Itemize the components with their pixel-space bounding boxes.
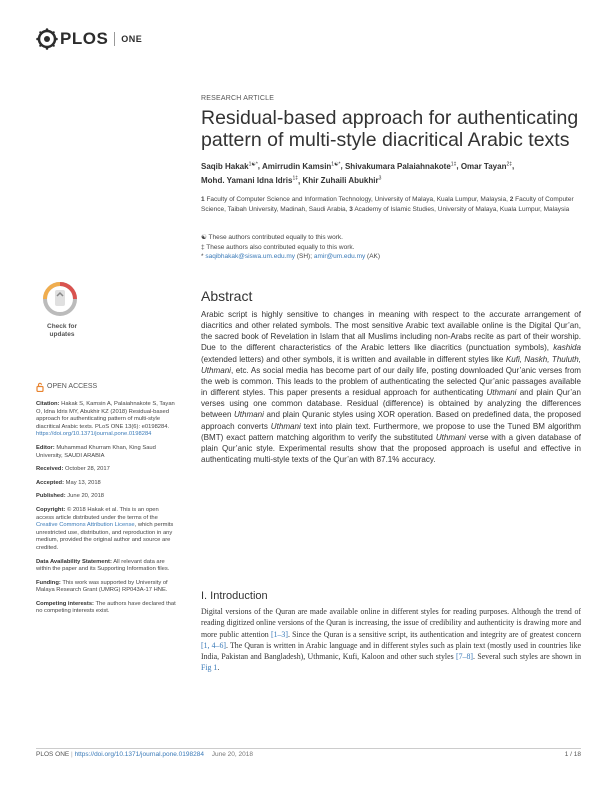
affiliations: 1 Faculty of Computer Science and Information Technology, University of Malaya, Kuala Lumpur, Malaysia, 2 Faculty of Computer Science, Taibah University, Madinah, Saudi Arabia, 3 Academy of Islamic Studies, University of Malaya, Kuala Lumpur, Malaysia	[201, 196, 574, 213]
footer-citation: PLOS ONE | https://doi.org/10.1371/journal.pone.0198284 June 20, 2018	[36, 751, 253, 758]
open-access-badge: OPEN ACCESS	[36, 382, 176, 392]
figure-link[interactable]: Fig 1	[201, 663, 218, 673]
published-block: Published: June 20, 2018	[36, 493, 105, 500]
author[interactable]: Amirrudin Kamsin$^{1☯*}$	[261, 161, 341, 171]
citation-block: Citation: Hakak S, Kamsin A, Palaiahnakote S, Tayan O, Idna Idris MY, Abukhir KZ (2018) Residual-based approach for authenticating pattern of multi-style diacritical Arabic texts. PLoS ONE 13(6): e0198284. https://doi.org/10.1371/journal.pone.0198284	[36, 401, 175, 438]
competing-interests-block: Competing interests: The authors have declared that no competing interests exist.	[36, 600, 176, 615]
article-type: RESEARCH ARTICLE	[201, 95, 275, 102]
equal-contribution-note: ☯ These authors contributed equally to this work.	[201, 234, 343, 241]
author-notes	[201, 233, 581, 262]
author-list: Saqib Hakak$^{1☯*}$, Amirrudin Kamsin$^{1☯*}$, Shivakumara Palaiahnakote$^{1\ddagger}$, Omar Tayan$^{2\ddagger}$, Mohd. Yamani Idna Idris$^{1\ddagger}$, Khir Zuhaili Abukhir$^3$	[201, 161, 515, 186]
author[interactable]: Mohd. Yamani Idna Idris$^{1\ddagger}$	[201, 175, 298, 186]
accepted-block: Accepted: May 13, 2018	[36, 479, 101, 486]
author[interactable]: Omar Tayan$^{2\ddagger}$	[460, 161, 513, 171]
check-updates-icon	[38, 282, 82, 316]
plos-logo-icon	[36, 28, 58, 50]
abstract-body: Arabic script is highly sensitive to changes in meaning with respect to the accurate arrangement of diacritics and other related symbols. The most sensitive Arabic text available online is the Digital Qur’an, the sacred book of Revelation in Islam that all Muslims including non-Arabs recite as part of their worship. Due to the different characteristics of the Arabic letters like diacritics (punctuation symbols), kashida (extended letters) and other symbols, it is written and available in different styles like Kufi, Naskh, Thuluth, Uthmani, etc. As social media has become part of our daily life, posting downloaded Qur’anic verses from the web is common. This leads to the problem of authenticating the selected Qur’anic passages available in different styles. This paper presents a residual approach for authenticating Uthmani and plain Qur’an verses using one common database. Residual (difference) is obtained by analyzing the differences between Uthmani and plain Quranic styles using XOR operation. Based on predefined data, the proposed approach converts Uthmani text into plain text. Furthermore, we propose to use the Tuned BM algorithm (BMT) exact pattern matching algorithm to verify the substituted Uthmani verse with a given database of plain Qur’anic style. Experimental results show that the proposed approach is useful and effective in authenticating multi-style texts of the Qur’an with 87.1% accuracy.	[201, 310, 581, 465]
abstract-heading: Abstract	[201, 288, 253, 304]
reference-link[interactable]: [7–8]	[456, 652, 474, 661]
brand-name: PLOS	[60, 29, 109, 48]
citation-doi-link[interactable]: https://doi.org/10.1371/journal.pone.0198284	[36, 431, 152, 438]
data-availability-block: Data Availability Statement: All relevant data are within the paper and its Supporting Information files.	[36, 558, 170, 573]
check-for-updates-badge[interactable]	[38, 282, 86, 338]
check-updates-label: Check for	[47, 323, 77, 330]
journal-name: ONE	[121, 34, 143, 44]
page-footer	[36, 751, 581, 758]
author[interactable]: Saqib Hakak$^{1☯*}$	[201, 161, 258, 171]
article-info-sidebar	[36, 382, 176, 622]
reference-link[interactable]: [1–3]	[270, 629, 288, 639]
corresponding-emails: * saqibhakak@siswa.um.edu.my (SH); amir@um.edu.my (AK)	[201, 253, 381, 260]
author[interactable]: Shivakumara Palaiahnakote$^{1\ddagger}$	[344, 161, 457, 171]
received-block: Received: October 28, 2017	[36, 466, 110, 473]
plos-one-logo	[36, 28, 142, 50]
reference-link[interactable]: [1, 4–6]	[201, 640, 227, 650]
open-lock-icon	[36, 382, 44, 392]
article-title: Residual-based approach for authenticating pattern of multi-style diacritical Arabic texts	[201, 107, 579, 151]
license-link[interactable]: Creative Commons Attribution License	[36, 522, 135, 529]
footer-doi-link[interactable]: https://doi.org/10.1371/journal.pone.0198284	[74, 751, 204, 758]
check-updates-label: updates	[49, 330, 75, 338]
footer-divider	[36, 748, 581, 749]
logo-divider	[114, 32, 115, 46]
funding-block: Funding: This work was supported by University of Malaya Research Grant (UMRG) RP043A-17 HNE.	[36, 579, 168, 594]
also-equal-contribution-note: ‡ These authors also contributed equally to this work.	[201, 243, 355, 251]
page-number: 1 / 18	[564, 751, 581, 758]
email-link[interactable]: amir@um.edu.my	[313, 253, 366, 260]
editor-block: Editor: Muhammad Khurram Khan, King Saud University, SAUDI ARABIA	[36, 444, 156, 459]
introduction-body: Digital versions of the Quran are made available online in different styles for reading purposes. Although the trend of reading digitized online versions of the Quran is increasing, the issue of credibility and authenticity is drawing more and more public attention [1–3]. Since the Quran is a sensitive script, its authentication and integrity are of greatest concern [1, 4–6]. The Quran is written in Arabic language and in different styles such as plain text (mostly used in countries like India, Pakistan and Bangladesh), Uthmanic, Kufi, Kaloon and other such styles [7–8]. Several such styles are shown in Fig 1.	[201, 607, 581, 673]
email-link[interactable]: saqibhakak@siswa.um.edu.my	[205, 253, 296, 260]
copyright-block: Copyright: © 2018 Hakak et al. This is an open access article distributed under the terms of the Creative Commons Attribution License, which permits unrestricted use, distribution, and reproduction in any medium, provided the original author and source are credited.	[36, 506, 174, 551]
introduction-heading: I. Introduction	[201, 590, 268, 602]
author[interactable]: Khir Zuhaili Abukhir$^3$	[302, 175, 382, 186]
